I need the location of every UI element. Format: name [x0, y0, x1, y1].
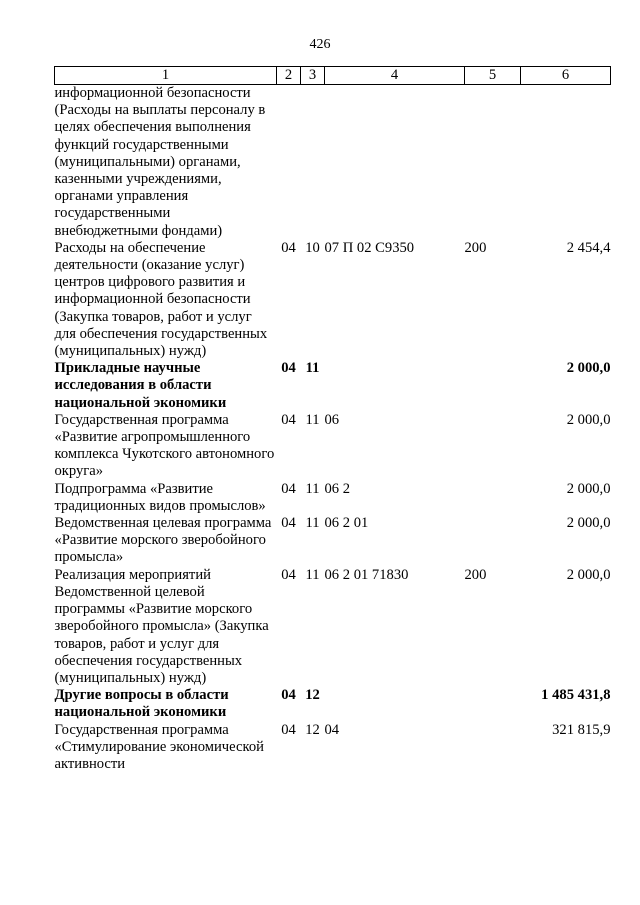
table-row	[55, 722, 611, 774]
row-target-article: 06 2	[324, 480, 351, 497]
row-target-article	[325, 85, 465, 240]
row-name: Прикладные научные исследования в области национальной экономики	[54, 360, 227, 411]
budget-table	[54, 66, 611, 773]
row-name: Расходы на обеспечение деятельности (оказание услуг) центров цифрового развития и информационной безопасности (Закупка товаров, работ и услуг для обеспечения государственных (муниципальных) нужд)	[54, 239, 268, 360]
row-subsection: 10	[305, 239, 320, 256]
column-header-target-article: 4	[325, 67, 465, 85]
row-subsection: 11	[305, 360, 320, 377]
row-name: Реализация мероприятий Ведомственной целевой программы «Развитие морского зверобойного промысла» (Закупка товаров, работ и услуг для обеспечения государственных (муниципальных) нужд)	[54, 566, 269, 686]
row-name: Государственная программа «Развитие агропромышленного комплекса Чукотского автономного округа»	[54, 411, 275, 480]
row-subsection: 11	[305, 411, 320, 428]
row-section: 04	[281, 239, 296, 256]
row-amount	[521, 85, 611, 240]
table-header-row	[55, 67, 611, 85]
row-target-article: 06 2 01	[324, 515, 369, 532]
row-target-article: 06 2 01 71830	[324, 566, 409, 583]
table-row	[55, 567, 611, 687]
row-expense-type: 200	[464, 566, 487, 583]
row-section: 04	[281, 721, 296, 738]
column-header-expense-type: 5	[465, 67, 521, 85]
row-expense-type	[465, 360, 521, 412]
row-subsection: 11	[305, 515, 320, 532]
row-name: Другие вопросы в области национальной экономики	[54, 687, 229, 721]
table-row	[55, 240, 611, 360]
row-amount: 1 485 431,8	[541, 687, 611, 704]
row-name: Ведомственная целевая программа «Развитие морского зверобойного промысла»	[54, 515, 272, 566]
table-row	[55, 412, 611, 481]
row-name: Подпрограмма «Развитие традиционных видов промыслов»	[54, 480, 266, 514]
row-name: информационной безопасности (Расходы на выплаты персоналу в целях обеспечения выполнения функций государственными (муниципальными) органами, казенными учреждениями, органами управления государственными внебюджетными фондами)	[54, 85, 266, 239]
row-expense-type: 200	[464, 239, 487, 256]
row-amount: 2 000,0	[566, 515, 611, 532]
row-expense-type	[465, 85, 521, 240]
row-amount: 2 000,0	[566, 480, 611, 497]
row-section: 04	[281, 360, 296, 377]
row-target-article: 07 П 02 С9350	[324, 239, 415, 256]
table-row	[55, 515, 611, 567]
row-subsection: 12	[305, 687, 320, 704]
column-header-name: 1	[55, 67, 277, 85]
row-amount: 2 000,0	[566, 411, 611, 428]
row-target-article: 04	[324, 721, 340, 738]
row-section: 04	[281, 480, 296, 497]
row-subsection: 11	[305, 566, 320, 583]
row-subsection: 12	[305, 721, 320, 738]
row-section: 04	[281, 566, 296, 583]
table-row	[55, 85, 611, 240]
row-expense-type	[465, 722, 521, 774]
table-row	[55, 481, 611, 515]
row-amount: 321 815,9	[552, 721, 611, 738]
page-number: 426	[309, 37, 331, 52]
row-section: 04	[281, 411, 296, 428]
row-name: Государственная программа «Стимулирование экономической активности	[54, 721, 264, 772]
row-expense-type	[465, 687, 521, 721]
row-target-article	[325, 687, 465, 721]
row-subsection: 11	[305, 480, 320, 497]
column-header-subsection: 3	[301, 67, 325, 85]
row-target-article	[325, 360, 465, 412]
column-header-amount: 6	[521, 67, 611, 85]
row-section: 04	[281, 687, 296, 704]
row-amount: 2 000,0	[566, 566, 611, 583]
row-amount: 2 454,4	[566, 239, 611, 256]
table-row-section-total	[55, 360, 611, 412]
row-section: 04	[281, 515, 296, 532]
row-subsection	[301, 85, 325, 240]
row-amount: 2 000,0	[566, 360, 611, 377]
row-expense-type	[465, 515, 521, 567]
row-expense-type	[465, 412, 521, 481]
column-header-section: 2	[277, 67, 301, 85]
row-expense-type	[465, 481, 521, 515]
table-row-section-total	[55, 687, 611, 721]
row-target-article: 06	[324, 411, 340, 428]
row-section	[277, 85, 301, 240]
